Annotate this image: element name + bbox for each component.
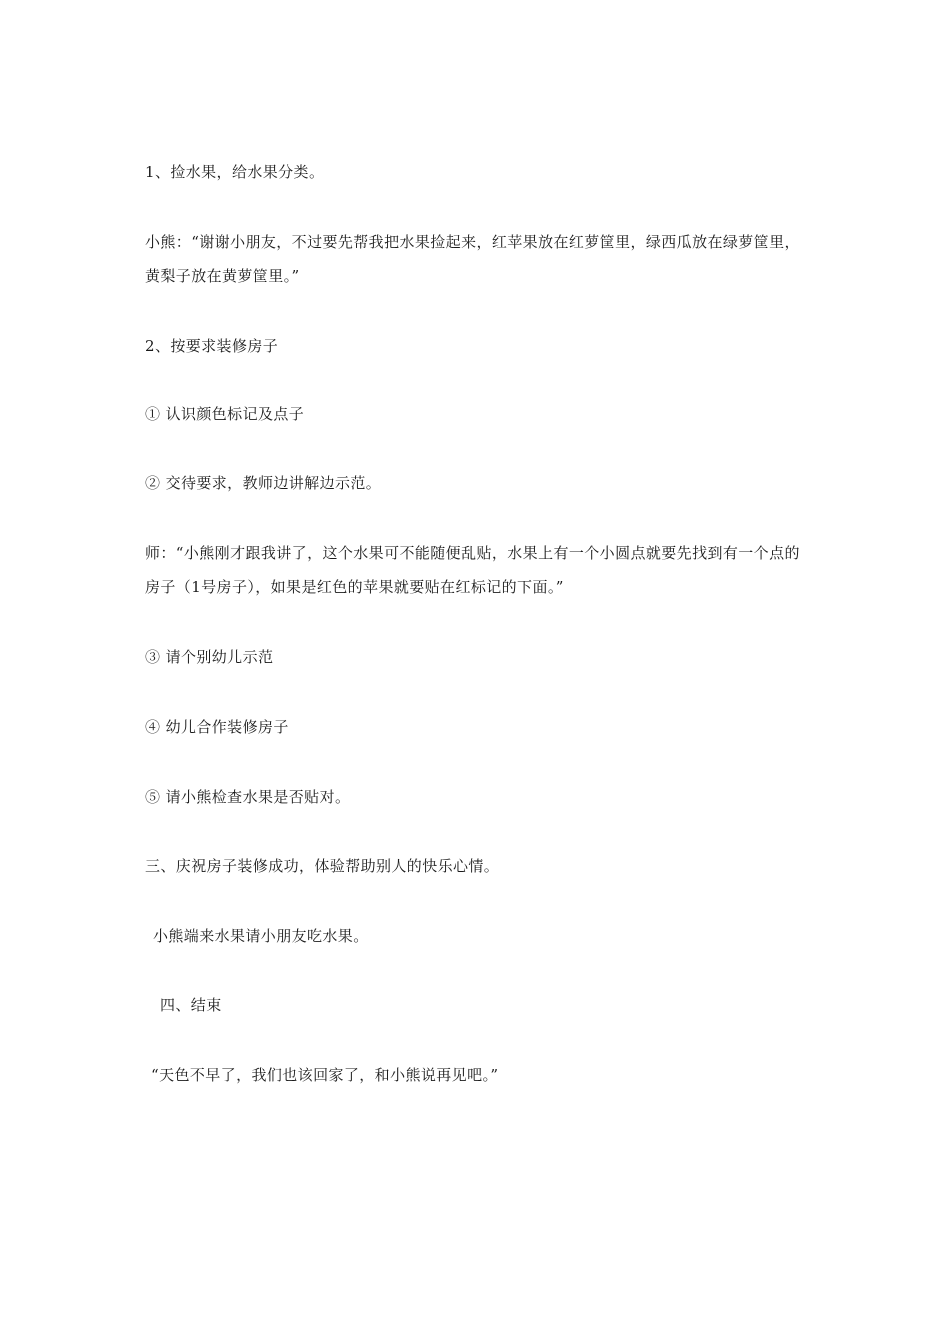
paragraph-section-3: 三、庆祝房子装修成功，体验帮助别人的快乐心情。 <box>145 857 500 875</box>
paragraph-bear-fruit: 小熊端来水果请小朋友吃水果。 <box>153 927 369 945</box>
paragraph-substep-1: ① 认识颜色标记及点子 <box>145 405 305 423</box>
paragraph-closing-quote: “天色不早了，我们也该回家了，和小熊说再见吧。” <box>151 1066 499 1084</box>
paragraph-substep-2: ② 交待要求，教师边讲解边示范。 <box>145 474 382 492</box>
paragraph-step-2: 2、按要求装修房子 <box>145 337 279 355</box>
paragraph-substep-4: ④ 幼儿合作装修房子 <box>145 718 289 736</box>
paragraph-substep-5: ⑤ 请小熊检查水果是否贴对。 <box>145 788 351 806</box>
paragraph-teacher-quote: 师：“小熊刚才跟我讲了，这个水果可不能随便乱贴，水果上有一个小圆点就要先找到有一个点的房子（1号房子），如果是红色的苹果就要贴在红标记的下面。” <box>145 544 800 596</box>
paragraph-substep-3: ③ 请个别幼儿示范 <box>145 648 274 666</box>
paragraph-section-4: 四、结束 <box>160 996 222 1014</box>
paragraph-step-1: 1、捡水果，给水果分类。 <box>145 163 325 181</box>
paragraph-bear-quote: 小熊：“谢谢小朋友，不过要先帮我把水果捡起来，红苹果放在红萝筐里，绿西瓜放在绿萝筐里，黄梨子放在黄萝筐里。” <box>145 233 800 285</box>
